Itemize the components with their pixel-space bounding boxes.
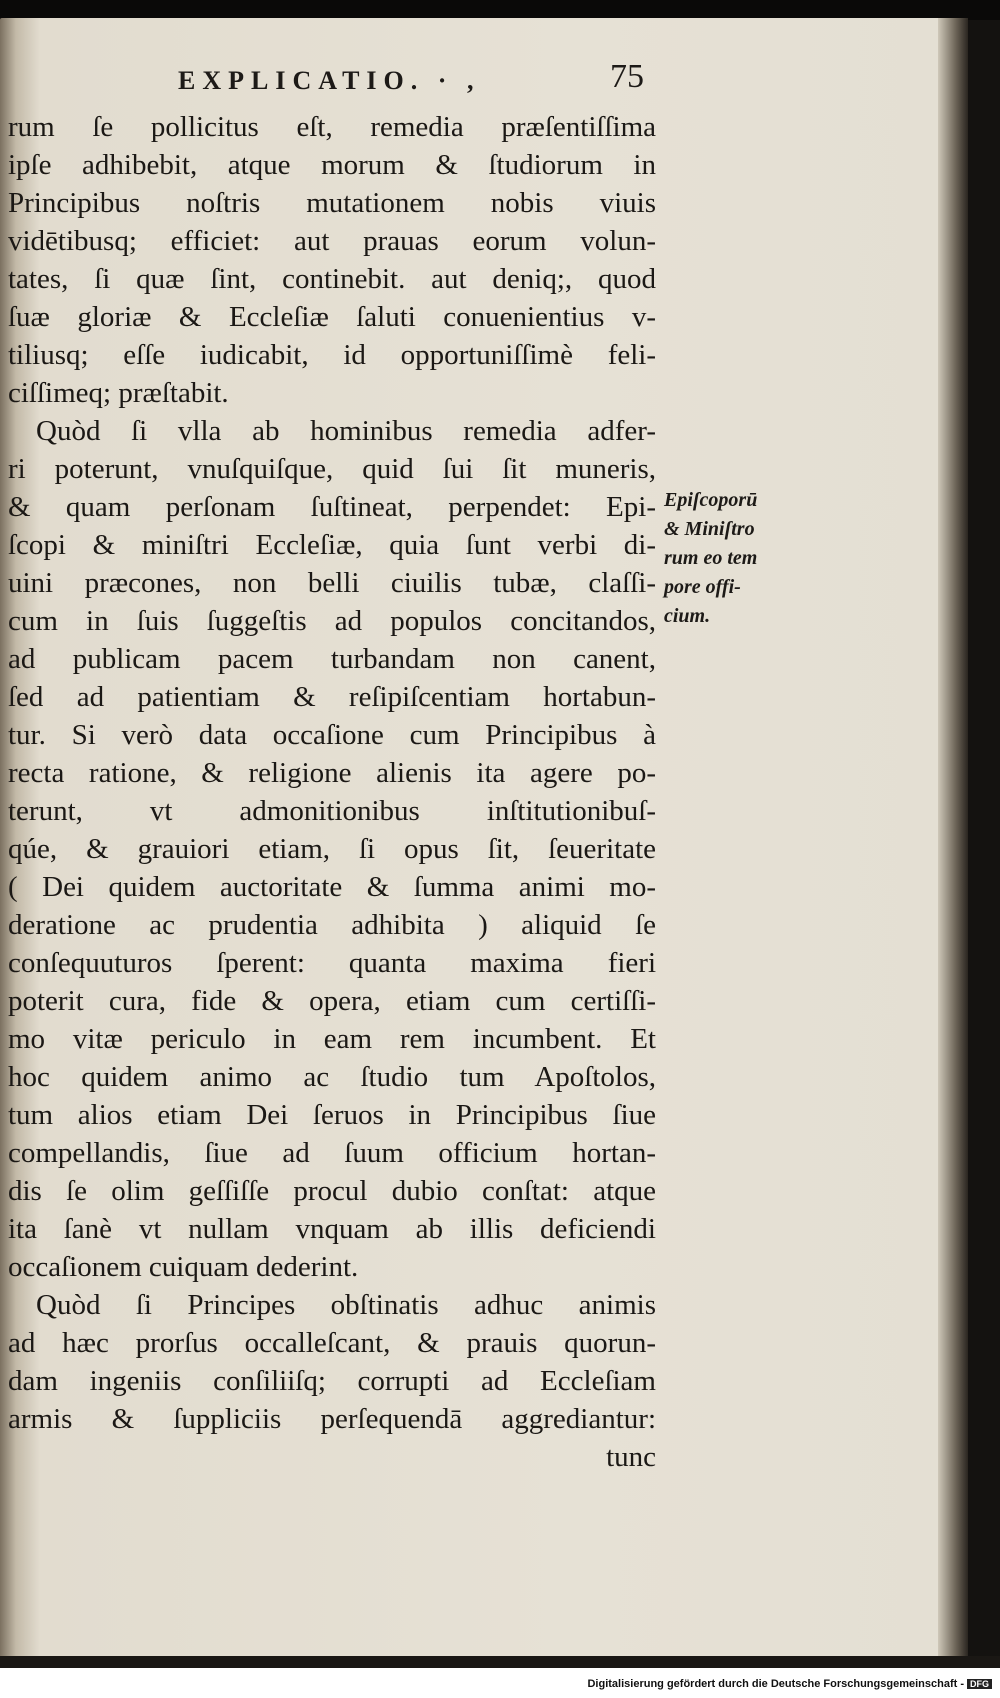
text-line: tiliusq; eſſe iudicabit, id opportuniſſimè feli- <box>8 339 656 371</box>
text-line: occaſionem cuiquam dederint. <box>8 1251 359 1283</box>
text-line: poterit cura, fide & opera, etiam cum certiſſi- <box>8 985 656 1017</box>
text-line: vidētibusq; efficiet: aut prauas eorum volun- <box>8 225 656 257</box>
text-line: cum in ſuis ſuggeſtis ad populos concitandos, <box>8 605 656 637</box>
text-line: qúe, & grauiori etiam, ſi opus ſit, ſeueritate <box>8 833 656 865</box>
text-line: uini præcones, non belli ciuilis tubæ, claſſi- <box>8 567 656 599</box>
text-line: armis & ſuppliciis perſequendā aggrediantur: <box>8 1403 656 1435</box>
text-line: ( Dei quidem auctoritate & ſumma animi mo- <box>8 871 656 903</box>
scan-top-border <box>0 0 1000 20</box>
running-head: EXPLICATIO. · , <box>178 66 481 95</box>
text-line: rum ſe pollicitus eſt, remedia præſentiſſima <box>8 111 656 143</box>
text-line: recta ratione, & religione alienis ita agere po- <box>8 757 656 789</box>
text-line: ciſſimeq; præſtabit. <box>8 377 229 409</box>
text-line: ſed ad patientiam & reſipiſcentiam hortabun- <box>8 681 656 713</box>
marginal-note <box>664 486 804 631</box>
text-line: dis ſe olim geſſiſſe procul dubio conſtat: atque <box>8 1175 656 1207</box>
text-line: tum alios etiam Dei ſeruos in Principibus ſiue <box>8 1099 656 1131</box>
text-line: tur. Si verò data occaſione cum Principibus à <box>8 719 656 751</box>
text-line: tates, ſi quæ ſint, continebit. aut deniq;, quod <box>8 263 656 295</box>
text-line: Principibus noſtris mutationem nobis viuis <box>8 187 656 219</box>
catchword: tunc <box>606 1441 656 1473</box>
text-line: Quòd ſi Principes obſtinatis adhuc animis <box>36 1289 656 1321</box>
text-line: ſuæ gloriæ & Eccleſiæ ſaluti conuenientius v- <box>8 301 656 333</box>
marginal-note-line: & Miniſtro <box>664 518 755 540</box>
text-line: & quam perſonam ſuſtineat, perpendet: Epi- <box>8 491 656 523</box>
text-line: Quòd ſi vlla ab hominibus remedia adfer- <box>36 415 656 447</box>
credit-text: Digitalisierung gefördert durch die Deutsche Forschungsgemeinschaft - <box>587 1678 964 1690</box>
text-line: ri poterunt, vnuſquiſque, quid ſui ſit muneris, <box>8 453 656 485</box>
text-line: compellandis, ſiue ad ſuum officium hortan- <box>8 1137 656 1169</box>
dfg-logo: DFG <box>967 1679 992 1689</box>
page-number: 75 <box>610 58 644 95</box>
text-line: ipſe adhibebit, atque morum & ſtudiorum in <box>8 149 656 181</box>
text-line: ad hæc prorſus occalleſcant, & prauis quorun- <box>8 1327 656 1359</box>
page-edge-shadow <box>938 18 968 1658</box>
marginal-note-line: rum eo tem <box>664 547 758 569</box>
text-line: ſcopi & miniſtri Eccleſiæ, quia ſunt verbi di- <box>8 529 656 561</box>
text-line: terunt, vt admonitionibus inſtitutionibuſ- <box>8 795 656 827</box>
marginal-note-line: pore offi- <box>664 576 741 598</box>
marginal-note-line: Epiſcoporū <box>664 489 758 511</box>
text-line: hoc quidem animo ac ſtudio tum Apoſtolos, <box>8 1061 656 1093</box>
body-text <box>8 108 656 1476</box>
digitization-credit <box>587 1678 992 1690</box>
text-line: dam ingeniis conſiliiſq; corrupti ad Eccleſiam <box>8 1365 656 1397</box>
text-line: mo vitæ periculo in eam rem incumbent. Et <box>8 1023 656 1055</box>
text-line: ad publicam pacem turbandam non canent, <box>8 643 656 675</box>
text-line: conſequuturos ſperent: quanta maxima fieri <box>8 947 656 979</box>
text-line: ita ſanè vt nullam vnquam ab illis deficiendi <box>8 1213 656 1245</box>
marginal-note-line: cium. <box>664 605 711 627</box>
text-line: deratione ac prudentia adhibita ) aliquid ſe <box>8 909 656 941</box>
